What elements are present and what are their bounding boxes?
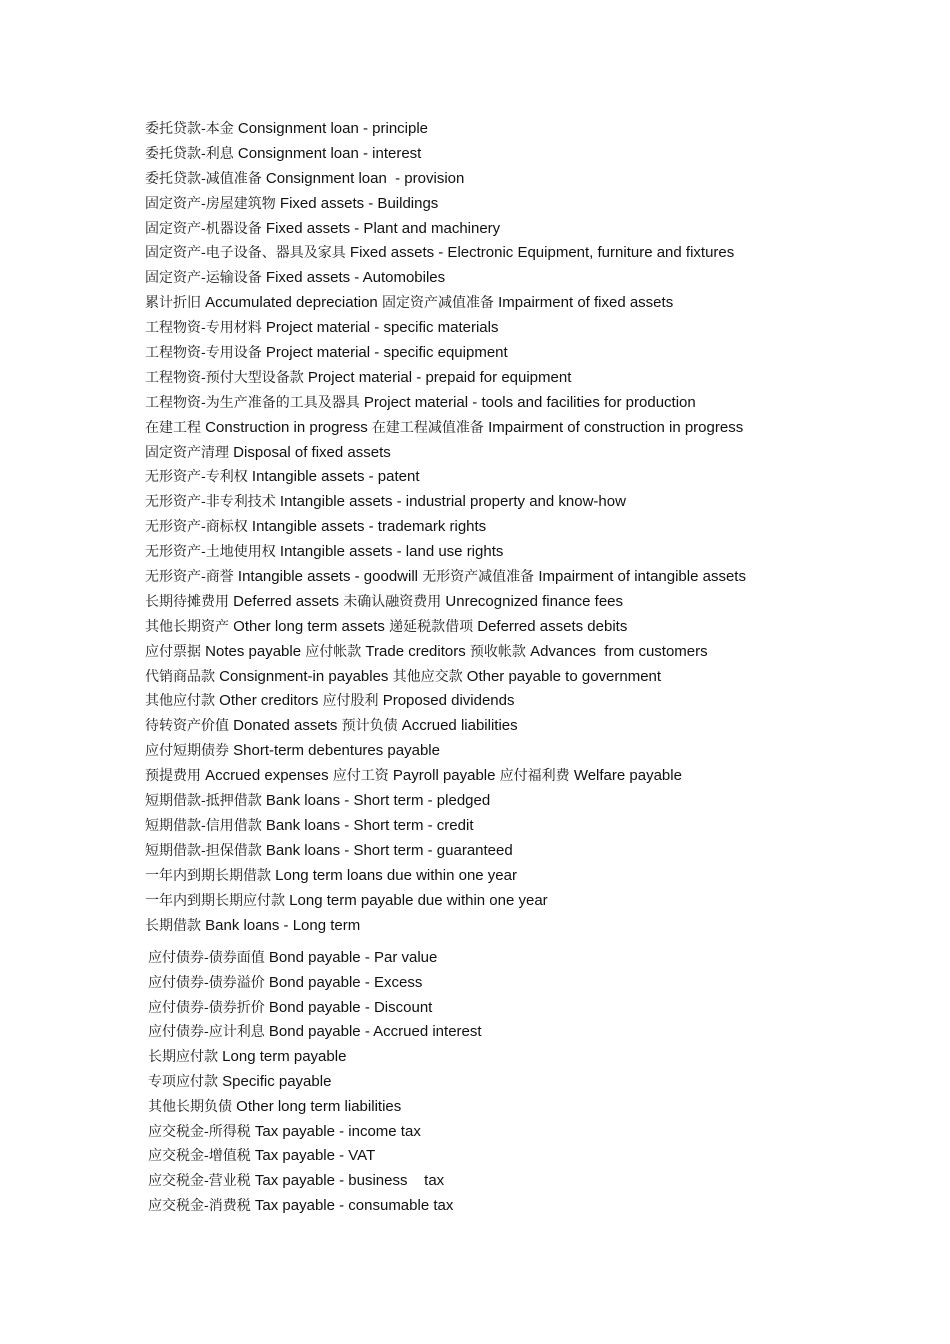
english-term: Consignment loan - interest — [237, 144, 422, 162]
english-term: Disposal of fixed assets — [233, 443, 391, 461]
english-term: Bank loans - Short term - guaranteed — [265, 841, 513, 859]
chinese-term: 预计负债 — [341, 718, 398, 735]
english-term: Fixed assets - Electronic Equipment, furniture and fixtures — [349, 244, 735, 262]
glossary-line — [145, 590, 925, 615]
english-term: Construction in progress — [205, 418, 368, 436]
english-term: Intangible assets - industrial property and know-how — [279, 493, 626, 511]
chinese-term: 短期借款-信用借款 — [145, 817, 262, 834]
english-term: Unrecognized finance fees — [445, 592, 624, 610]
chinese-term: 应付股利 — [322, 693, 379, 710]
english-term: Impairment of construction in progress — [488, 418, 744, 436]
english-term: Short-term debentures payable — [233, 742, 440, 760]
glossary-line — [148, 1169, 928, 1194]
chinese-term: 应交税金-营业税 — [148, 1173, 251, 1190]
chinese-term: 其他应交款 — [392, 668, 463, 685]
chinese-term: 无形资产-土地使用权 — [145, 544, 276, 561]
english-term: Intangible assets - land use rights — [279, 543, 504, 561]
glossary-line — [145, 864, 925, 889]
english-term: Bond payable - Par value — [268, 949, 438, 966]
chinese-term: 委托贷款-利息 — [145, 145, 234, 162]
glossary-line — [148, 1095, 928, 1120]
english-term: Long term payable due within one year — [289, 891, 548, 909]
glossary-line — [148, 1070, 928, 1095]
english-term: Accumulated depreciation — [205, 294, 378, 312]
glossary-line — [145, 217, 925, 242]
glossary-line — [145, 167, 925, 192]
glossary-line — [145, 416, 925, 441]
chinese-term: 长期应付款 — [148, 1049, 218, 1066]
glossary-line — [148, 1194, 928, 1219]
english-term: Project material - specific equipment — [265, 344, 508, 362]
chinese-term: 应付债券-债券折价 — [148, 999, 265, 1016]
chinese-term: 其他长期负债 — [148, 1098, 232, 1115]
english-term: Notes payable — [205, 642, 302, 660]
chinese-term: 短期借款-抵押借款 — [145, 793, 262, 810]
chinese-term: 无形资产-非专利技术 — [145, 494, 276, 511]
english-term: Long term loans due within one year — [275, 866, 517, 884]
glossary-line — [145, 714, 925, 739]
chinese-term: 一年内到期长期应付款 — [145, 892, 285, 909]
english-term: Long term payable — [222, 1048, 347, 1066]
english-term: Payroll payable — [392, 767, 496, 785]
glossary-line — [145, 665, 925, 690]
english-term: Intangible assets - trademark rights — [251, 518, 487, 536]
english-term: Specific payable — [222, 1072, 332, 1090]
glossary-line — [145, 441, 925, 466]
glossary-line — [145, 914, 925, 939]
chinese-term: 在建工程 — [145, 419, 201, 436]
chinese-term: 固定资产减值准备 — [381, 295, 494, 312]
chinese-term: 固定资产清理 — [145, 444, 229, 461]
glossary-block-assets-liabilities — [145, 117, 925, 938]
english-term: Fixed assets - Automobiles — [265, 269, 446, 287]
chinese-term: 工程物资-预付大型设备款 — [145, 369, 304, 386]
chinese-term: 在建工程减值准备 — [371, 419, 484, 436]
glossary-line — [148, 996, 928, 1021]
chinese-term: 应交税金-消费税 — [148, 1197, 251, 1214]
glossary-line — [145, 565, 925, 590]
glossary-line — [145, 640, 925, 665]
glossary-line — [145, 764, 925, 789]
chinese-term: 待转资产价值 — [145, 718, 229, 735]
english-term: Tax payable - VAT — [254, 1147, 376, 1165]
glossary-line — [145, 341, 925, 366]
glossary-line — [145, 192, 925, 217]
chinese-term: 长期待摊费用 — [145, 593, 229, 610]
english-term: Proposed dividends — [382, 692, 515, 710]
chinese-term: 代销商品款 — [145, 668, 215, 685]
english-term: Fixed assets - Buildings — [279, 194, 439, 212]
chinese-term: 其他应付款 — [145, 693, 215, 710]
chinese-term: 其他长期资产 — [145, 618, 229, 635]
glossary-line — [148, 971, 928, 996]
chinese-term: 应付债券-债券溢价 — [148, 974, 265, 991]
english-term: Bond payable - Discount — [268, 998, 433, 1016]
glossary-line — [145, 490, 925, 515]
chinese-term: 固定资产-运输设备 — [145, 270, 262, 287]
english-term: Consignment-in payables — [219, 667, 389, 685]
glossary-line — [145, 789, 925, 814]
chinese-term: 工程物资-专用材料 — [145, 320, 262, 337]
glossary-block-bonds-taxes — [148, 946, 928, 1219]
english-term: Project material - prepaid for equipment — [307, 368, 572, 386]
glossary-line — [145, 839, 925, 864]
chinese-term: 固定资产-机器设备 — [145, 220, 262, 237]
chinese-term: 未确认融资费用 — [343, 593, 442, 610]
english-term: Welfare payable — [573, 767, 682, 785]
chinese-term: 应付债券-债券面值 — [148, 950, 265, 966]
chinese-term: 应付工资 — [332, 768, 389, 785]
chinese-term: 应付债券-应计利息 — [148, 1024, 265, 1041]
chinese-term: 应付帐款 — [305, 643, 362, 660]
chinese-term: 短期借款-担保借款 — [145, 842, 262, 859]
glossary-line — [145, 465, 925, 490]
glossary-line — [148, 1120, 928, 1145]
english-term: Consignment loan - provision — [265, 169, 465, 187]
chinese-term: 应付短期债券 — [145, 743, 229, 760]
glossary-line — [145, 739, 925, 764]
chinese-term: 应付票据 — [145, 643, 201, 660]
glossary-line — [145, 266, 925, 291]
english-term: Accrued liabilities — [401, 717, 518, 735]
english-term: Fixed assets - Plant and machinery — [265, 219, 501, 237]
english-term: Tax payable - consumable tax — [254, 1196, 454, 1214]
chinese-term: 应付福利费 — [499, 768, 570, 785]
chinese-term: 专项应付款 — [148, 1073, 218, 1090]
english-term: Donated assets — [233, 717, 338, 735]
chinese-term: 累计折旧 — [145, 295, 201, 312]
glossary-line — [145, 615, 925, 640]
chinese-term: 无形资产-商标权 — [145, 519, 248, 536]
english-term: Trade creditors — [365, 642, 466, 660]
chinese-term: 预提费用 — [145, 768, 201, 785]
english-term: Impairment of fixed assets — [498, 294, 674, 312]
glossary-line — [145, 366, 925, 391]
english-term: Bank loans - Short term - credit — [265, 816, 474, 834]
chinese-term: 长期借款 — [145, 917, 201, 934]
chinese-term: 固定资产-电子设备、器具及家具 — [145, 245, 346, 262]
english-term: Bank loans - Long term — [205, 916, 361, 934]
english-term: Accrued expenses — [205, 767, 329, 785]
chinese-term: 预收帐款 — [469, 643, 526, 660]
chinese-term: 无形资产减值准备 — [422, 569, 535, 586]
glossary-line — [145, 142, 925, 167]
glossary-line — [145, 391, 925, 416]
chinese-term: 委托贷款-本金 — [145, 121, 234, 137]
english-term: Tax payable - income tax — [254, 1122, 421, 1140]
glossary-line — [148, 1020, 928, 1045]
english-term: Project material - tools and facilities for production — [363, 393, 696, 411]
glossary-line — [145, 117, 925, 142]
chinese-term: 应交税金-增值税 — [148, 1148, 251, 1165]
glossary-line — [145, 689, 925, 714]
english-term: Intangible assets - goodwill — [237, 568, 419, 586]
english-term: Deferred assets debits — [477, 617, 628, 635]
english-term: Other payable to government — [466, 667, 662, 685]
glossary-line — [148, 1144, 928, 1169]
english-term: Impairment of intangible assets — [538, 568, 746, 586]
english-term: Other creditors — [219, 692, 319, 710]
english-term: Bond payable - Accrued interest — [268, 1023, 482, 1041]
glossary-line — [145, 291, 925, 316]
chinese-term: 递延税款借项 — [389, 618, 474, 635]
chinese-term: 应交税金-所得税 — [148, 1123, 251, 1140]
english-term: Consignment loan - principle — [237, 120, 429, 137]
chinese-term: 固定资产-房屋建筑物 — [145, 195, 276, 212]
english-term: Tax payable - business tax — [254, 1172, 445, 1190]
glossary-line — [145, 241, 925, 266]
glossary-line — [145, 515, 925, 540]
chinese-term: 委托贷款-减值准备 — [145, 170, 262, 187]
chinese-term: 一年内到期长期借款 — [145, 867, 271, 884]
glossary-line — [148, 1045, 928, 1070]
glossary-line — [145, 889, 925, 914]
english-term: Deferred assets — [233, 592, 340, 610]
glossary-line — [145, 540, 925, 565]
chinese-term: 无形资产-商誉 — [145, 569, 234, 586]
chinese-term: 工程物资-为生产准备的工具及器具 — [145, 394, 360, 411]
english-term: Advances from customers — [530, 642, 708, 660]
english-term: Other long term liabilities — [236, 1097, 402, 1115]
glossary-line — [145, 814, 925, 839]
chinese-term: 无形资产-专利权 — [145, 469, 248, 486]
english-term: Other long term assets — [233, 617, 385, 635]
english-term: Project material - specific materials — [265, 319, 499, 337]
english-term: Intangible assets - patent — [251, 468, 420, 486]
english-term: Bank loans - Short term - pledged — [265, 792, 491, 810]
english-term: Bond payable - Excess — [268, 973, 423, 991]
glossary-line — [148, 946, 928, 971]
glossary-line — [145, 316, 925, 341]
chinese-term: 工程物资-专用设备 — [145, 345, 262, 362]
